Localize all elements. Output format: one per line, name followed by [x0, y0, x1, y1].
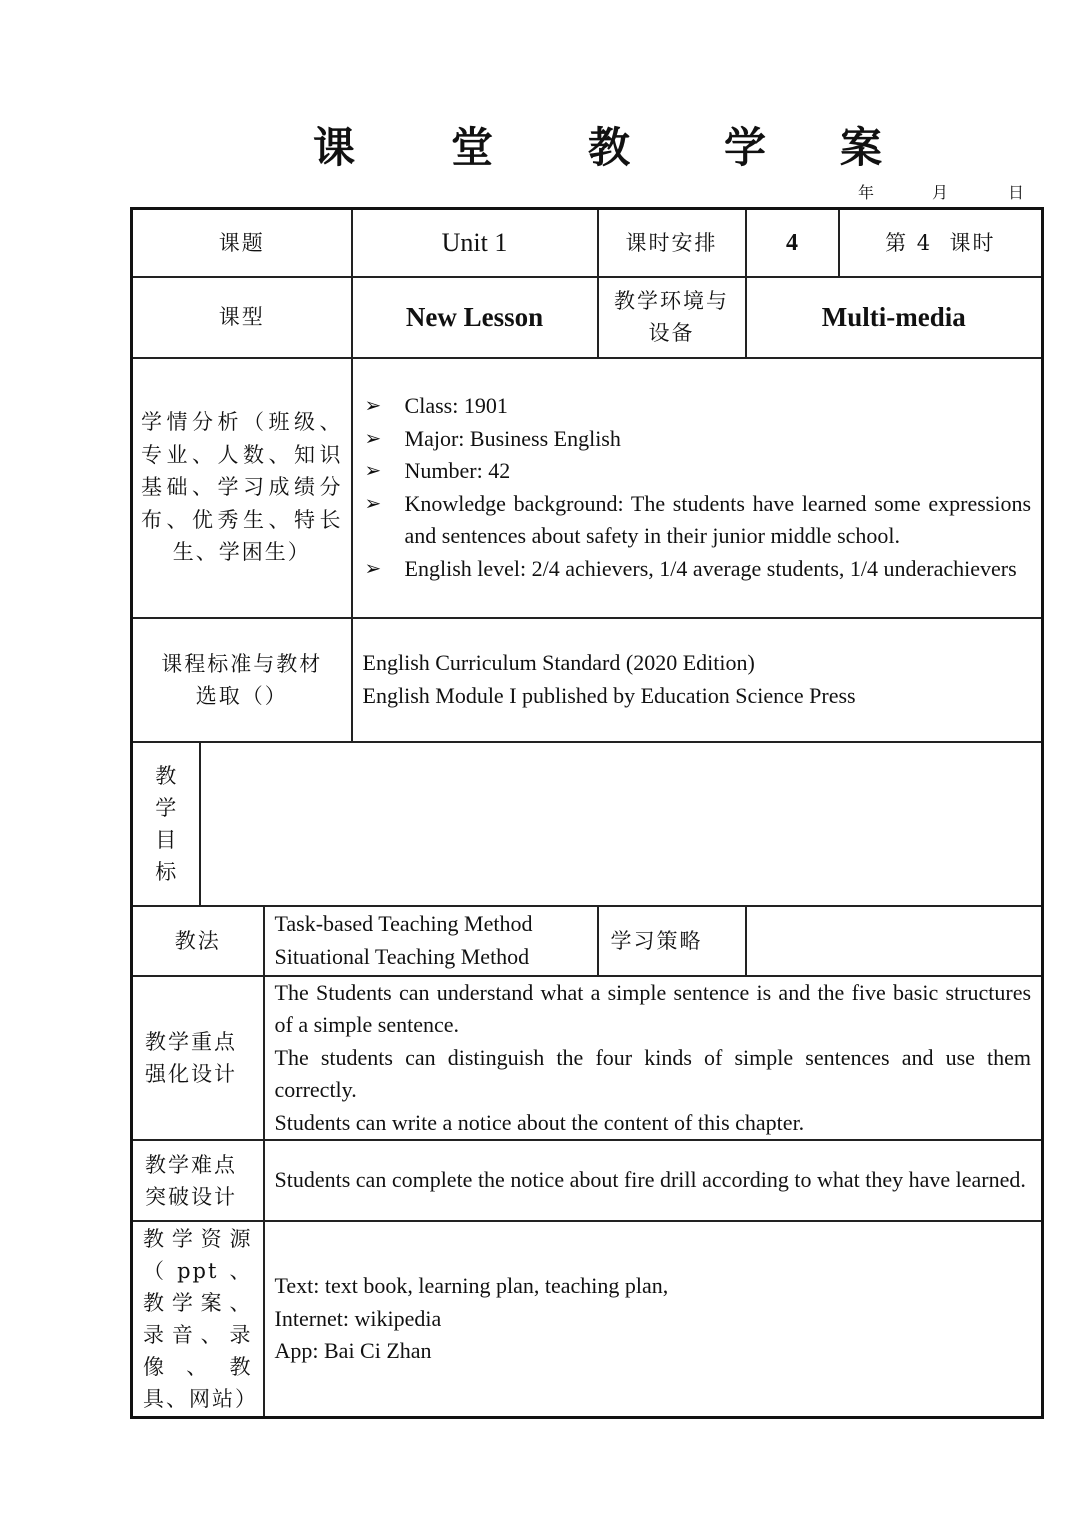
title-char: 堂: [451, 123, 494, 172]
method-line: Situational Teaching Method: [274, 943, 530, 969]
teaching-goals-value: [200, 742, 1043, 906]
env-value: Multi-media: [746, 277, 1043, 358]
arrow-bullet-icon: ➢: [364, 427, 382, 450]
label-char: 目: [155, 827, 177, 852]
schedule-label: 课时安排: [598, 209, 746, 277]
resource-line: App: Bai Ci Zhan: [274, 1338, 432, 1363]
topic-label: 课题: [132, 209, 352, 277]
curriculum-value: [352, 618, 1043, 742]
period-text: 第 4 课时: [839, 209, 1043, 277]
title-char: 课: [313, 123, 356, 172]
date-day: 日: [1008, 183, 1025, 202]
key-point-paragraph: The students can distinguish the four kinds of simple sentences and use them correctly.: [274, 1044, 1032, 1102]
row-methods: [132, 906, 1043, 976]
strategy-value: [746, 906, 1043, 976]
method-line: Task-based Teaching Method: [274, 911, 533, 936]
list-item: [353, 488, 1042, 553]
row-teaching-goals: [132, 742, 1043, 906]
key-point-paragraph: The Students can understand what a simple sentence is and the five basic structures of a simple sentence.: [274, 979, 1032, 1037]
resources-value: [264, 1221, 1043, 1417]
row-key-points: [132, 976, 1043, 1141]
key-points-label: 教学重点强化设计: [132, 976, 264, 1141]
row-curriculum: [132, 618, 1043, 742]
schedule-value: 4: [746, 209, 839, 277]
topic-value: Unit 1: [352, 209, 598, 277]
student-analysis-value: [352, 358, 1043, 618]
label-char: 标: [155, 859, 177, 884]
lesson-plan-table: [130, 207, 1044, 1419]
list-item-text: English level: 2/4 achievers, 1/4 average students, 1/4 underachievers: [404, 555, 1017, 581]
strategy-label: 学习策略: [598, 906, 746, 976]
list-item: [353, 553, 1042, 586]
row-student-analysis: [132, 358, 1043, 618]
list-item-text: Class: 1901: [404, 393, 508, 418]
curriculum-line: English Curriculum Standard (2020 Edition): [362, 650, 755, 675]
list-item-text: Knowledge background: The students have learned some expressions and sentences about safety in their junior middle school.: [404, 490, 1032, 548]
difficulties-value: Students can complete the notice about fire drill according to what they have learned.: [264, 1140, 1043, 1221]
label-char: 学: [155, 795, 177, 820]
title-char: 学: [724, 123, 767, 172]
arrow-bullet-icon: ➢: [364, 492, 382, 515]
date-month: 月: [932, 183, 949, 202]
curriculum-line: English Module I published by Education Science Press: [362, 682, 856, 708]
method-label: 教法: [132, 906, 264, 976]
list-item: [353, 423, 1042, 456]
list-item-text: Major: Business English: [404, 425, 621, 451]
student-analysis-list: [353, 390, 1042, 585]
method-value: [264, 906, 598, 976]
resources-label: 教学资源（ppt、教学案、录音、录像、教具、网站）: [132, 1221, 264, 1417]
list-item: [353, 390, 1042, 423]
key-point-paragraph: Students can write a notice about the content of this chapter.: [274, 1109, 805, 1135]
title-char: 案: [840, 123, 883, 172]
title-char: 教: [588, 123, 631, 172]
arrow-bullet-icon: ➢: [364, 395, 382, 417]
resource-line: Internet: wikipedia: [274, 1305, 442, 1331]
list-item-text: Number: 42: [404, 458, 511, 483]
env-label: 教学环境与设备: [598, 277, 746, 358]
row-resources: [132, 1221, 1043, 1417]
resource-line: Text: text book, learning plan, teaching plan,: [274, 1273, 669, 1298]
label-char: 教: [155, 763, 177, 788]
difficulties-label: 教学难点突破设计: [132, 1140, 264, 1221]
arrow-bullet-icon: ➢: [364, 460, 382, 482]
key-points-value: [264, 976, 1043, 1141]
page-title: [0, 115, 1080, 175]
student-analysis-label: 学情分析（班级、专业、人数、知识基础、学习成绩分布、优秀生、特长生、学困生）: [132, 358, 352, 618]
row-topic: [132, 209, 1043, 277]
arrow-bullet-icon: ➢: [364, 557, 382, 580]
list-item: [353, 455, 1042, 488]
teaching-goals-label: [132, 742, 200, 906]
date-year: 年: [858, 183, 875, 202]
type-value: New Lesson: [352, 277, 598, 358]
type-label: 课型: [132, 277, 352, 358]
row-difficulties: [132, 1140, 1043, 1221]
curriculum-label: 课程标准与教材选取（）: [132, 618, 352, 742]
row-type: [132, 277, 1043, 358]
